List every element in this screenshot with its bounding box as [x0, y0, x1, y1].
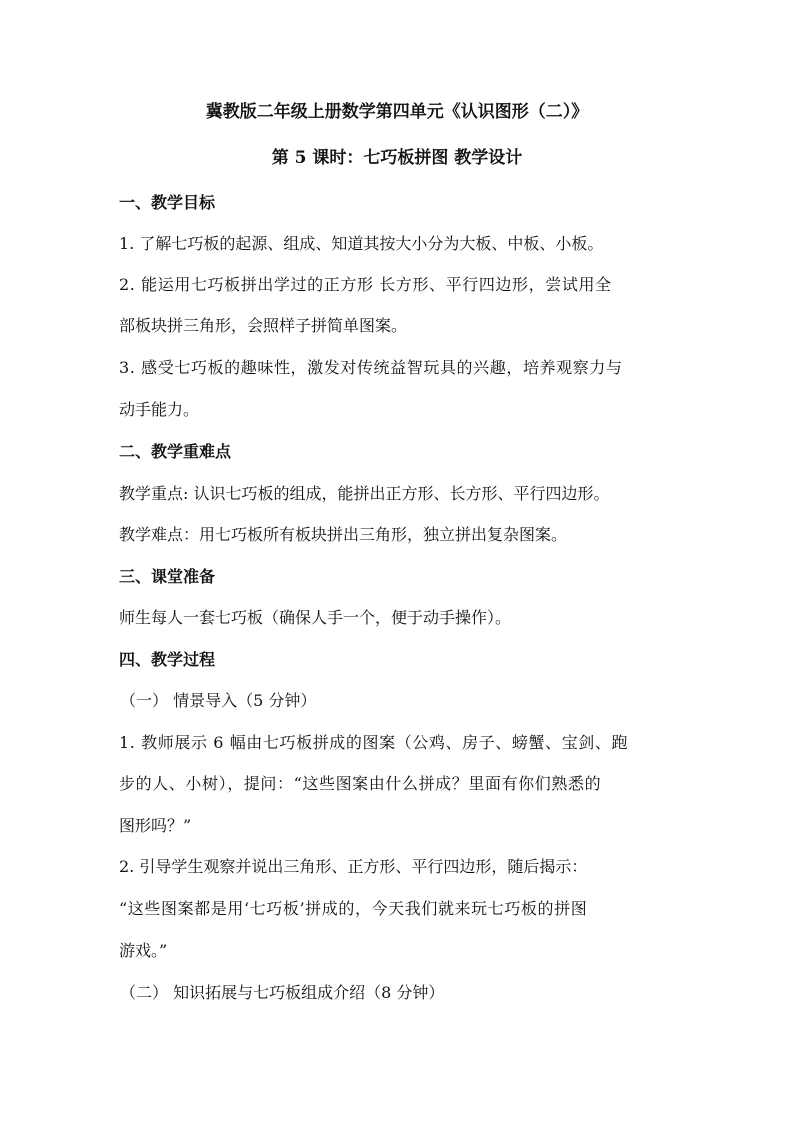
- process-part-2-title: （二） 知识拓展与七巧板组成介绍（8 分钟）: [120, 983, 445, 1002]
- goal-item-3-line-1: 3. 感受七巧板的趣味性，激发对传统益智玩具的兴趣，培养观察力与: [119, 358, 623, 377]
- process-part-1-title: （一） 情景导入（5 分钟）: [120, 691, 317, 710]
- process-p2-line-3: 游戏。”: [119, 941, 168, 960]
- goal-item-2-line-1: 2. 能运用七巧板拼出学过的正方形 长方形、平行四边形，尝试用全: [119, 275, 612, 294]
- section-heading-preparation: 三、课堂准备: [119, 567, 216, 586]
- document-subtitle: 第 5 课时：七巧板拼图 教学设计: [271, 148, 523, 168]
- document-title: 冀教版二年级上册数学第四单元《认识图形（二）》: [205, 102, 589, 122]
- process-p1-line-2: 步的人、小树），提问：“这些图案由什么拼成？里面有你们熟悉的: [119, 774, 602, 793]
- process-p1-line-1: 1. 教师展示 6 幅由七巧板拼成的图案（公鸡、房子、螃蟹、宝剑、跑: [119, 733, 629, 752]
- key-point-text: 教学重点: 认识七巧板的组成，能拼出正方形、长方形、平行四边形。: [119, 484, 610, 503]
- goal-item-2-line-2: 部板块拼三角形，会照样子拼简单图案。: [119, 316, 408, 335]
- goal-item-1: 1. 了解七巧板的起源、组成、知道其按大小分为大板、中板、小板。: [119, 234, 604, 253]
- section-heading-goals: 一、教学目标: [119, 193, 216, 212]
- difficult-point-text: 教学难点：用七巧板所有板块拼出三角形，独立拼出复杂图案。: [119, 525, 568, 544]
- goal-item-3-line-2: 动手能力。: [119, 400, 200, 419]
- process-p1-line-3: 图形吗？”: [119, 816, 192, 835]
- process-p2-line-1: 2. 引导学生观察并说出三角形、正方形、平行四边形，随后揭示：: [119, 857, 588, 876]
- process-p2-line-2: “这些图案都是用‘七巧板’拼成的，今天我们就来玩七巧板的拼图: [119, 899, 588, 918]
- section-heading-process: 四、教学过程: [119, 650, 216, 669]
- section-heading-key-points: 二、教学重难点: [119, 442, 232, 461]
- preparation-text: 师生每人一套七巧板（确保人手一个，便于动手操作）。: [119, 608, 512, 627]
